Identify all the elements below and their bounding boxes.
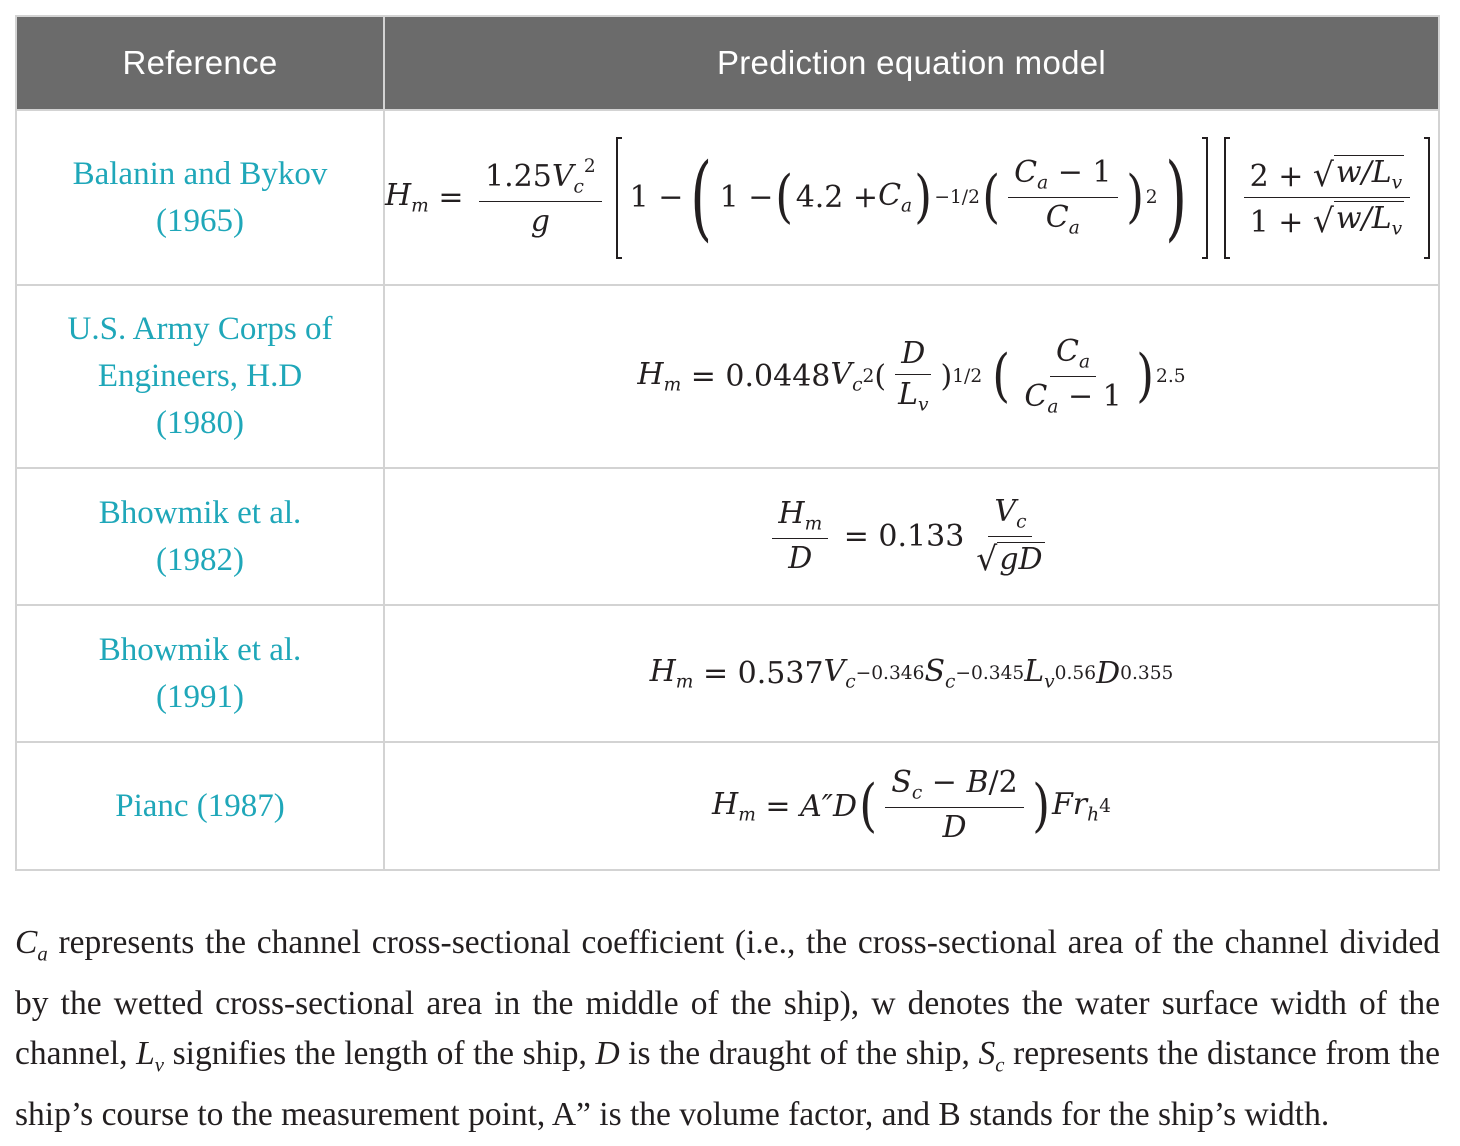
- footnote-text-2: signifies the length of the ship,: [164, 1034, 596, 1072]
- equation-bhowmik-1982: $\frac{H_m}{D}$ = 0.133 $V_c$ √ gD: [385, 469, 1438, 604]
- reference-link[interactable]: Balanin and Bykov: [72, 155, 328, 192]
- footnote-text-4: represents the distance from the ship’s course to the measurement point, A” is the volume factor, and B stands for the ship’s width.: [15, 1034, 1440, 1134]
- reference-cell: [16, 742, 384, 870]
- equation-cell: [384, 110, 1439, 285]
- reference-cell: [16, 110, 384, 285]
- table-row: [16, 605, 1439, 742]
- table-row: [16, 110, 1439, 285]
- equation-bhowmik-1991: $H_m$ = 0.537 $V_c$ −0.346 $S_c$ −0.345 $L_v$ 0.56 D 0.355: [649, 654, 1174, 693]
- reference-link[interactable]: Pianc (1987): [115, 787, 285, 824]
- reference-link[interactable]: Bhowmik et al.: [98, 494, 302, 531]
- equation-usace: $H_m$ = 0.0448 $V_c$ 2 ( $\frac{D}{L_v}$ ) 1/2 ( $\frac{C_a}{C_a - 1}$ ) 2.5: [637, 334, 1186, 418]
- header-reference: Reference: [16, 16, 384, 110]
- reference-year[interactable]: (1980): [156, 405, 244, 441]
- equation-cell: [384, 468, 1439, 605]
- reference-cell: [16, 468, 384, 605]
- equation-cell: [384, 285, 1439, 468]
- prediction-equations-table: [15, 15, 1440, 871]
- symbol-sc: $S_c$: [978, 1034, 1005, 1077]
- footnote-text-1: represents the channel cross-sectional coefficient (i.e., the cross-sectional area of the channel divided by the wetted cross-sectional area in the middle of the ship), w denotes the water surface width of the channel,: [15, 923, 1440, 1072]
- symbol-ca: $C_a$: [15, 923, 48, 965]
- table-header-row: [16, 16, 1439, 110]
- reference-link[interactable]: Bhowmik et al.: [98, 631, 302, 668]
- reference-year[interactable]: (1982): [156, 541, 244, 578]
- reference-cell: [16, 605, 384, 742]
- table-row: [16, 468, 1439, 605]
- equation-cell: [384, 742, 1439, 870]
- table-row: [16, 742, 1439, 870]
- reference-year[interactable]: (1991): [156, 678, 244, 715]
- equation-balanin-bykov: $H_m$ = $\frac{1.25V_c^2}{g}$ 1 − ( 1 − ( 4.2 + $C_a$ ) −1/2 ( $\frac{C_a - 1}{C_a}$ ) 2 ) 2 + √ $w/L_v$ 1 + √ $w/L_v$: [385, 111, 1438, 284]
- table-row: [16, 285, 1439, 468]
- reference-year[interactable]: (1965): [156, 202, 244, 239]
- reference-link[interactable]: U.S. Army Corps of: [67, 311, 333, 347]
- footnote-text-3: is the draught of the ship,: [619, 1034, 979, 1072]
- header-prediction-model: Prediction equation model: [384, 16, 1439, 110]
- table-footnote: [15, 918, 1440, 1141]
- equation-pianc: $H_m$ = A″D ( $\frac{S_c - B/2}{D}$ ) $Fr_h$ 4: [712, 765, 1111, 846]
- reference-link[interactable]: Engineers, H.D: [97, 358, 303, 394]
- symbol-d: D: [595, 1034, 620, 1072]
- equation-cell: [384, 605, 1439, 742]
- symbol-lv: $L_v$: [136, 1034, 164, 1077]
- reference-cell: [16, 285, 384, 468]
